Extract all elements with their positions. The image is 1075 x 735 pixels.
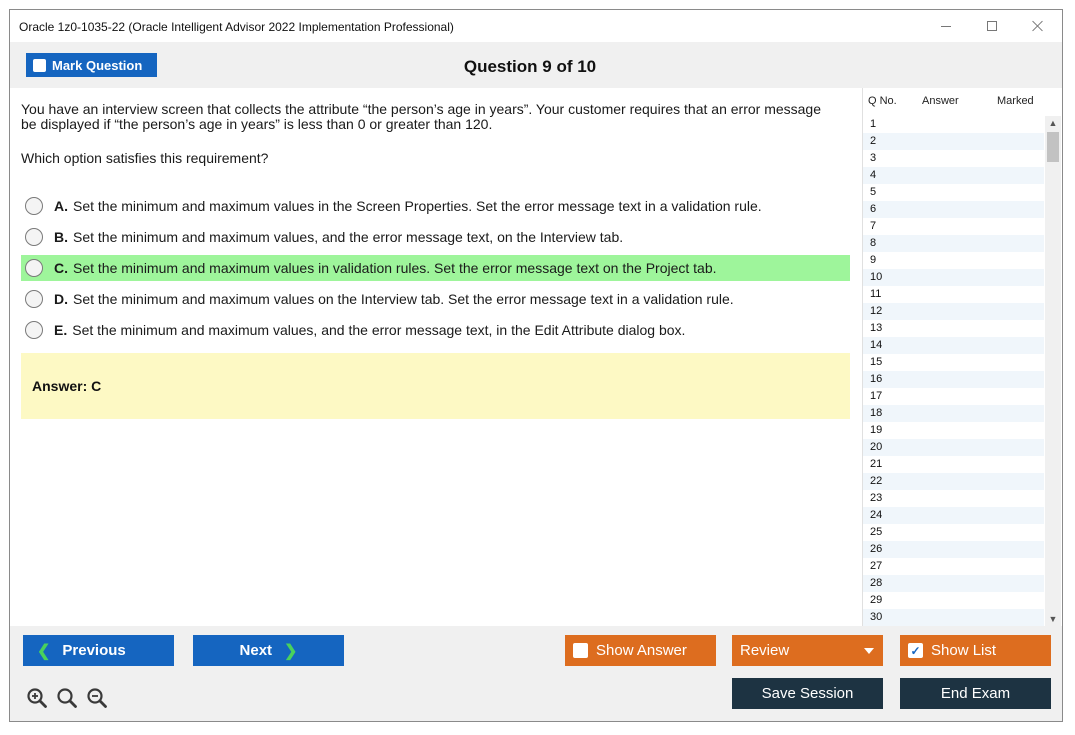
marked-column-header: Marked: [997, 95, 1034, 107]
mark-question-label: Mark Question: [52, 57, 143, 73]
question-list-row[interactable]: 19: [870, 424, 883, 436]
end-exam-label: End Exam: [940, 685, 1011, 702]
minimize-icon: [941, 26, 951, 27]
question-list-row[interactable]: 20: [863, 439, 1044, 456]
question-content: [10, 88, 861, 626]
option-letter: D.: [54, 291, 68, 307]
next-label: Next: [239, 642, 273, 659]
zoom-out-icon[interactable]: [86, 687, 108, 709]
answer-column-header: Answer: [922, 95, 959, 107]
question-text: You have an interview screen that collects the attribute “the person’s age in years”. Your customer requires that an error message be displayed if “the person’s age in years” is less than 0 or greater than 120.: [21, 101, 821, 132]
next-button[interactable]: [193, 635, 344, 666]
chevron-left-icon: ❮: [37, 642, 51, 660]
chevron-right-icon: ❯: [284, 642, 298, 660]
question-list-row[interactable]: 27: [870, 560, 883, 572]
question-list-row[interactable]: 12: [863, 303, 1044, 320]
mark-question-checkbox-icon: [33, 59, 46, 72]
close-button[interactable]: [1016, 14, 1060, 38]
question-list-row[interactable]: 18: [863, 405, 1044, 422]
zoom-in-icon[interactable]: [26, 687, 48, 709]
question-list-row[interactable]: 9: [870, 254, 877, 266]
question-list-row[interactable]: 6: [863, 201, 1044, 218]
option-d[interactable]: [21, 286, 850, 312]
scroll-up-icon[interactable]: ▲: [1048, 118, 1058, 128]
maximize-button[interactable]: [970, 14, 1014, 38]
question-list-row[interactable]: 8: [863, 235, 1044, 252]
question-list-row[interactable]: 4: [863, 167, 1044, 184]
question-list-row[interactable]: 16: [863, 371, 1044, 388]
previous-button[interactable]: [23, 635, 174, 666]
radio-icon[interactable]: [25, 321, 43, 339]
question-list-row[interactable]: 14: [863, 337, 1044, 354]
zoom-controls: [26, 687, 108, 709]
question-list-row[interactable]: 15: [870, 356, 883, 368]
option-letter: E.: [54, 322, 68, 338]
question-list-row[interactable]: 2: [863, 133, 1044, 150]
question-list-row[interactable]: 28: [863, 575, 1044, 592]
review-dropdown[interactable]: [732, 635, 883, 666]
answer-box: [21, 353, 850, 419]
question-list-row[interactable]: 5: [870, 186, 877, 198]
option-letter: A.: [54, 198, 68, 214]
option-text: Set the minimum and maximum values, and the error message text, in the Edit Attribute dialog box.: [72, 322, 686, 338]
title-bar: [10, 10, 1062, 42]
question-prompt: Which option satisfies this requirement?: [21, 150, 269, 166]
question-list-row[interactable]: 3: [870, 152, 877, 164]
show-answer-label: Show Answer: [596, 642, 687, 659]
question-list-row[interactable]: 7: [870, 220, 877, 232]
option-text: Set the minimum and maximum values in the Screen Properties. Set the error message text in a validation rule.: [73, 198, 762, 214]
save-session-button[interactable]: [732, 678, 883, 709]
question-list-row[interactable]: 30: [863, 609, 1044, 626]
qno-column-header: Q No.: [868, 95, 897, 107]
question-list-row[interactable]: 24: [863, 507, 1044, 524]
close-icon: [1032, 20, 1044, 32]
question-list-row[interactable]: 17: [870, 390, 883, 402]
radio-icon[interactable]: [25, 259, 43, 277]
question-list-row[interactable]: 25: [870, 526, 883, 538]
question-list-header: [863, 88, 1063, 110]
option-a[interactable]: [21, 193, 850, 219]
zoom-reset-icon[interactable]: [56, 687, 78, 709]
scrollbar-thumb[interactable]: [1047, 132, 1059, 162]
save-session-label: Save Session: [761, 685, 854, 702]
end-exam-button[interactable]: [900, 678, 1051, 709]
show-list-button[interactable]: [900, 635, 1051, 666]
radio-icon[interactable]: [25, 197, 43, 215]
previous-label: Previous: [62, 642, 126, 659]
option-e[interactable]: [21, 317, 850, 343]
mark-question-button[interactable]: [26, 53, 157, 77]
question-list-rows: [863, 116, 1044, 626]
show-answer-checkbox-icon: [573, 643, 588, 658]
footer-toolbar: [10, 626, 1062, 721]
question-list-row[interactable]: 26: [863, 541, 1044, 558]
question-list-row[interactable]: 11: [870, 288, 882, 300]
scroll-down-icon[interactable]: ▼: [1048, 614, 1058, 624]
question-list-panel: [862, 88, 1062, 626]
review-label: Review: [740, 642, 790, 659]
minimize-button[interactable]: [924, 14, 968, 38]
radio-icon[interactable]: [25, 290, 43, 308]
question-list-row[interactable]: 13: [870, 322, 883, 334]
question-list-row[interactable]: 22: [863, 473, 1044, 490]
radio-icon[interactable]: [25, 228, 43, 246]
answer-text: Answer: C: [32, 378, 102, 394]
question-list-row[interactable]: 23: [870, 492, 883, 504]
option-letter: C.: [54, 260, 68, 276]
checkbox-checked-icon: ✓: [908, 643, 923, 658]
window-title: Oracle 1z0-1035-22 (Oracle Intelligent Advisor 2022 Implementation Professional): [19, 20, 454, 34]
show-list-label: Show List: [931, 642, 997, 659]
option-letter: B.: [54, 229, 68, 245]
question-list-row[interactable]: 1: [870, 118, 877, 130]
option-c[interactable]: [21, 255, 850, 281]
option-b[interactable]: [21, 224, 850, 250]
option-text: Set the minimum and maximum values, and the error message text, on the Interview tab.: [73, 229, 624, 245]
option-text: Set the minimum and maximum values on the Interview tab. Set the error message text in a validation rule.: [73, 291, 734, 307]
caret-down-icon: [864, 648, 874, 654]
question-heading: Question 9 of 10: [463, 57, 597, 76]
question-list-row[interactable]: 21: [870, 458, 883, 470]
app-window: [9, 9, 1063, 722]
question-list-scrollbar[interactable]: [1045, 116, 1061, 626]
option-text: Set the minimum and maximum values in validation rules. Set the error message text on the Project tab.: [73, 260, 717, 276]
question-list-row[interactable]: 29: [870, 594, 883, 606]
question-header: [10, 42, 1062, 88]
question-list-row[interactable]: 10: [863, 269, 1044, 286]
show-answer-button[interactable]: [565, 635, 716, 666]
maximize-icon: [987, 21, 997, 31]
